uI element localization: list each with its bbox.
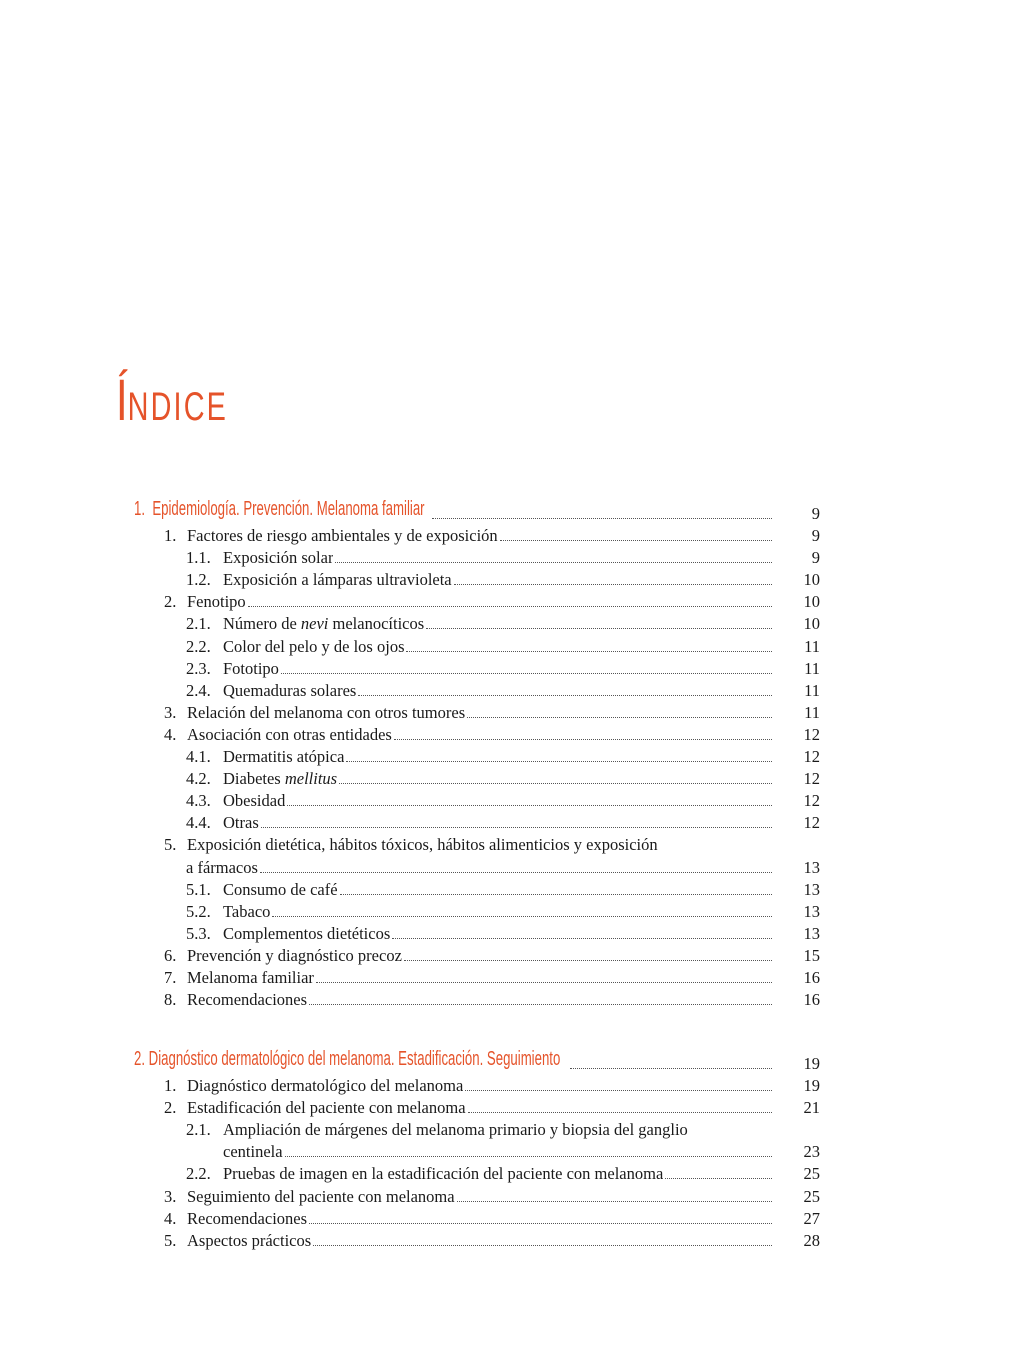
entry-title: Diagnóstico dermatológico del melanoma [187,1077,464,1096]
entry-title: Ampliación de márgenes del melanoma primario y biopsia del ganglio [223,1121,688,1140]
entry-number: 1. [164,527,177,546]
toc-entry[interactable] [134,744,820,766]
dot-leader [261,827,772,828]
chapter-heading-text [134,1049,560,1069]
toc-entry[interactable] [134,877,820,899]
dot-leader [285,1156,772,1157]
entry-title: Fototipo [223,659,279,678]
entry-title: Otras [223,814,259,833]
entry-title: Complementos dietéticos [223,924,391,943]
page-number: 19 [803,1076,820,1096]
dot-leader [339,783,772,784]
toc-entry[interactable] [134,1161,820,1183]
entry-number: 4.1. [186,748,211,767]
entry-title: a fármacos [186,858,258,877]
toc-entry[interactable] [134,633,820,655]
entry-title: Tabaco [223,902,271,921]
page-title-initial: Í [116,368,128,433]
toc-entry[interactable] [134,611,820,633]
page-number: 12 [803,724,820,744]
entry-title: Prevención y diagnóstico precoz [187,946,402,965]
toc-entry-continuation[interactable] [134,1139,820,1161]
chapter-heading-text [134,499,425,519]
entry-number: 5. [164,836,177,855]
entry-number: 4. [164,1209,177,1228]
toc-entry[interactable] [134,678,820,700]
entry-title: Exposición a lámparas ultravioleta [223,571,452,590]
entry-number: 2.1. [186,1121,211,1140]
entry-number: 2.4. [186,681,211,700]
dot-leader [309,1223,772,1224]
dot-leader [281,673,772,674]
dot-leader [358,695,772,696]
page-title [116,368,229,433]
toc-entry[interactable] [134,987,820,1009]
toc-chapter-heading[interactable] [134,497,820,523]
entry-number: 6. [164,946,177,965]
dot-leader [432,518,772,519]
entry-number: 1.1. [186,549,211,568]
dot-leader [406,651,772,652]
entry-number: 3. [164,1187,177,1206]
entry-number: 5. [164,1231,177,1250]
page-number: 16 [803,967,820,987]
toc-entry[interactable] [134,1073,820,1095]
toc-entry[interactable] [134,832,820,854]
entry-title: Factores de riesgo ambientales y de exposición [187,527,498,546]
page-number: 12 [803,813,820,833]
toc-section-1 [134,497,820,1009]
toc-chapter-heading[interactable] [134,1047,820,1073]
dot-leader [394,739,772,740]
toc-entry[interactable] [134,1228,820,1250]
toc-entry[interactable] [134,722,820,744]
page-number: 28 [803,1230,820,1250]
entry-title: Relación del melanoma con otros tumores [187,703,466,722]
page-number: 13 [803,901,820,921]
page-number: 9 [811,548,820,568]
dot-leader [454,584,772,585]
entry-number: 1.2. [186,571,211,590]
page-number: 23 [803,1142,820,1162]
toc-entry[interactable] [134,766,820,788]
page-number: 13 [803,857,820,877]
dot-leader [465,1090,772,1091]
toc-entry[interactable] [134,788,820,810]
toc-entry[interactable] [134,1183,820,1205]
page-number: 11 [804,680,820,700]
page-number: 10 [803,592,820,612]
page-number: 12 [803,747,820,767]
entry-title: Asociación con otras entidades [187,725,392,744]
chapter-number: 1. [134,499,146,519]
entry-number: 8. [164,991,177,1010]
toc-entry[interactable] [134,1206,820,1228]
toc-entry[interactable] [134,523,820,545]
dot-leader [340,894,772,895]
entry-title: Recomendaciones [187,991,308,1010]
entry-title-part: melanocíticos [328,615,425,634]
dot-leader [272,916,772,917]
dot-leader [260,872,772,873]
page-number: 12 [803,791,820,811]
entry-number: 3. [164,703,177,722]
page-number: 10 [803,570,820,590]
toc-entry[interactable] [134,965,820,987]
chapter-title: Epidemiología. Prevención. Melanoma familiar [152,499,425,519]
page-number: 15 [803,945,820,965]
page-number: 19 [803,1054,820,1073]
page-number: 10 [803,614,820,634]
entry-number: 2.3. [186,659,211,678]
dot-leader [404,960,772,961]
dot-leader [570,1068,772,1069]
page-number: 9 [811,526,820,546]
entry-number: 2. [164,1099,177,1118]
entry-number: 5.1. [186,880,211,899]
page-number: 27 [803,1208,820,1228]
entry-number: 4.3. [186,792,211,811]
entry-number: 1. [164,1077,177,1096]
dot-leader [468,1112,772,1113]
dot-leader [467,717,772,718]
entry-title: Fenotipo [187,593,246,612]
entry-number: 5.3. [186,924,211,943]
entry-title-part: Diabetes [223,770,285,789]
toc-entry[interactable] [134,589,820,611]
entry-number: 5.2. [186,902,211,921]
entry-number: 7. [164,968,177,987]
page-number: 21 [803,1098,820,1118]
entry-title: Exposición dietética, hábitos tóxicos, hábitos alimenticios y exposición [187,836,658,855]
entry-title: Melanoma familiar [187,968,314,987]
page-number: 16 [803,990,820,1010]
dot-leader [392,938,772,939]
toc-entry[interactable] [134,1117,820,1139]
dot-leader [346,761,772,762]
dot-leader [316,982,772,983]
dot-leader [457,1201,772,1202]
entry-number: 4.2. [186,770,211,789]
entry-title: Aspectos prácticos [187,1231,312,1250]
toc-entry[interactable] [134,567,820,589]
toc-entry[interactable] [134,656,820,678]
entry-title: Recomendaciones [187,1209,308,1228]
entry-number: 2. [164,593,177,612]
entry-title-italic: mellitus [284,770,338,789]
page-number: 13 [803,879,820,899]
dot-leader [248,606,772,607]
entry-title: Color del pelo y de los ojos [223,637,405,656]
toc-entry[interactable] [134,921,820,943]
page-number: 25 [803,1164,820,1184]
dot-leader [287,805,772,806]
dot-leader [426,628,772,629]
entry-title-italic: nevi [300,615,329,634]
chapter-number: 2. [134,1049,146,1069]
toc-entry-continuation[interactable] [134,854,820,876]
entry-title: Obesidad [223,792,286,811]
entry-title: Seguimiento del paciente con melanoma [187,1187,455,1206]
toc-entry[interactable] [134,545,820,567]
page-number: 25 [803,1186,820,1206]
toc-entry[interactable] [134,943,820,965]
entry-title: centinela [223,1143,283,1162]
page-number: 11 [804,658,820,678]
entry-title: Pruebas de imagen en la estadificación del paciente con melanoma [223,1165,664,1184]
toc-entry[interactable] [134,810,820,832]
dot-leader [313,1245,772,1246]
entry-number: 4. [164,725,177,744]
page-title-rest: NDICE [127,385,229,429]
entry-number: 2.1. [186,615,211,634]
entry-title: Quemaduras solares [223,681,357,700]
entry-number: 4.4. [186,814,211,833]
dot-leader [335,562,772,563]
entry-title: Estadificación del paciente con melanoma [187,1099,466,1118]
page-number: 11 [804,702,820,722]
page-number: 13 [803,923,820,943]
toc-section-2 [134,1047,820,1250]
toc-entry[interactable] [134,899,820,921]
dot-leader [500,540,772,541]
toc-entry[interactable] [134,700,820,722]
chapter-title: Diagnóstico dermatológico del melanoma. Estadificación. Seguimiento [148,1049,561,1069]
page-number: 11 [804,636,820,656]
dot-leader [309,1004,772,1005]
entry-title: Exposición solar [223,549,334,568]
entry-number: 2.2. [186,637,211,656]
page-number: 9 [811,504,820,523]
page-number: 12 [803,769,820,789]
entry-number: 2.2. [186,1165,211,1184]
toc-entry[interactable] [134,1095,820,1117]
entry-title: Dermatitis atópica [223,748,345,767]
entry-title: Consumo de café [223,880,338,899]
dot-leader [665,1178,772,1179]
entry-title-part: Número de [223,615,301,634]
